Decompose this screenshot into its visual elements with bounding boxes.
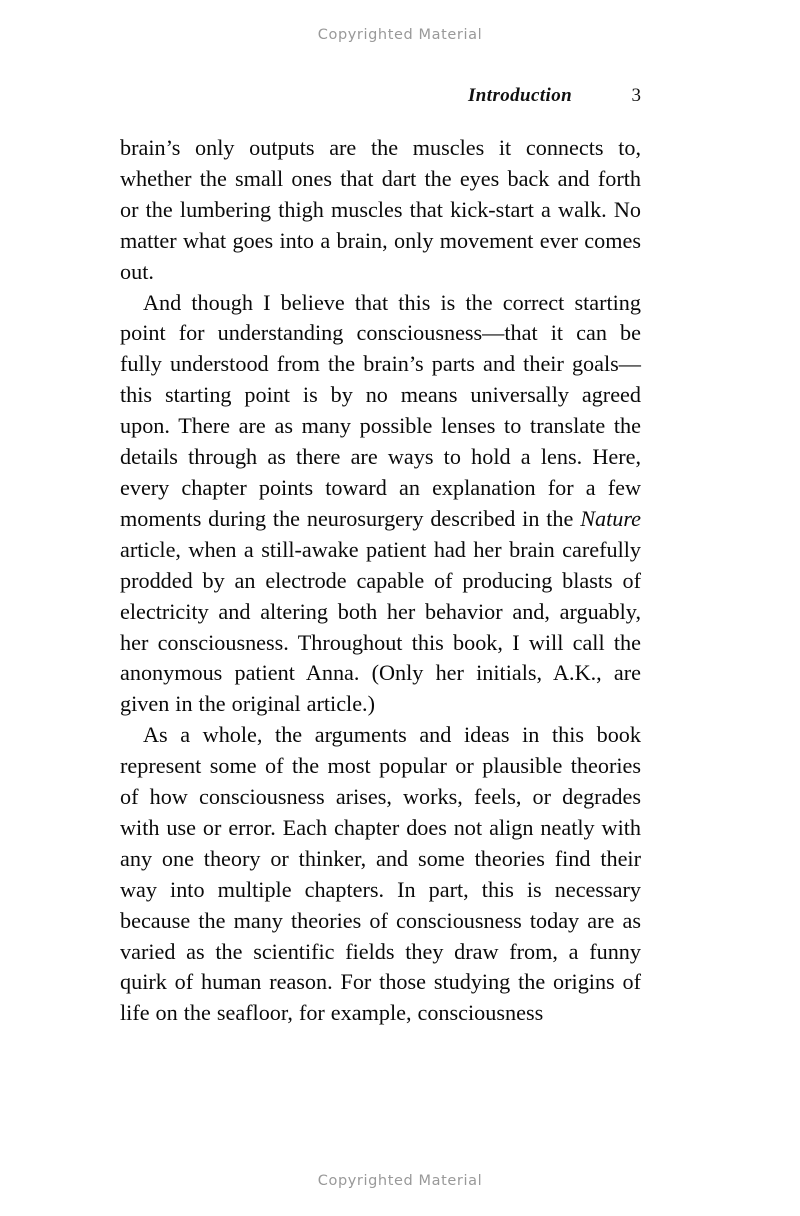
page-number: 3 xyxy=(631,85,641,106)
running-head xyxy=(120,85,641,109)
body-text-column xyxy=(120,133,641,1029)
copyright-watermark-bottom: Copyrighted Material xyxy=(317,1173,483,1189)
copyright-watermark-top: Copyrighted Material xyxy=(317,27,483,43)
body-paragraph-1: brain’s only outputs are the muscles it connects to, whether the small ones that dart the eyes back and forth or the lumbering thigh muscles that kick-start a walk. No matter what goes into a brain, only movement ever comes out. xyxy=(120,135,641,284)
body-paragraph-3: As a whole, the arguments and ideas in this book represent some of the most popular or plausible theories of how consciousness arises, works, feels, or degrades with use or error. Each chapter does not align neatly with any one theory or thinker, and some theories find their way into multiple chapters. In part, this is necessary because the many theories of consciousness today are as varied as the scientific fields they draw from, a funny quirk of human reason. For those studying the origins of life on the seafloor, for example, consciousness xyxy=(120,722,641,1026)
running-head-title: Introduction xyxy=(468,85,573,106)
journal-title-nature: Nature xyxy=(580,505,641,531)
body-paragraph-2 xyxy=(120,288,641,721)
paragraph-2-text-after-italic: article, when a still-awake patient had her brain carefully prodded by an electrode capable of producing blasts of electricity and altering both her behavior and, arguably, her consciousness. Throughout this book, I will call the anonymous patient Anna. (Only her initials, A.K., are given in the original article.) xyxy=(120,536,641,717)
paragraph-2-text-before-italic: And though I believe that this is the correct starting point for understanding consciousness—that it can be fully understood from the brain’s parts and their goals—this starting point is by no means universally agreed upon. There are as many possible lenses to translate the details through as there are ways to hold a lens. Here, every chapter points toward an explanation for a few moments during the neurosurgery described in the xyxy=(120,289,641,531)
